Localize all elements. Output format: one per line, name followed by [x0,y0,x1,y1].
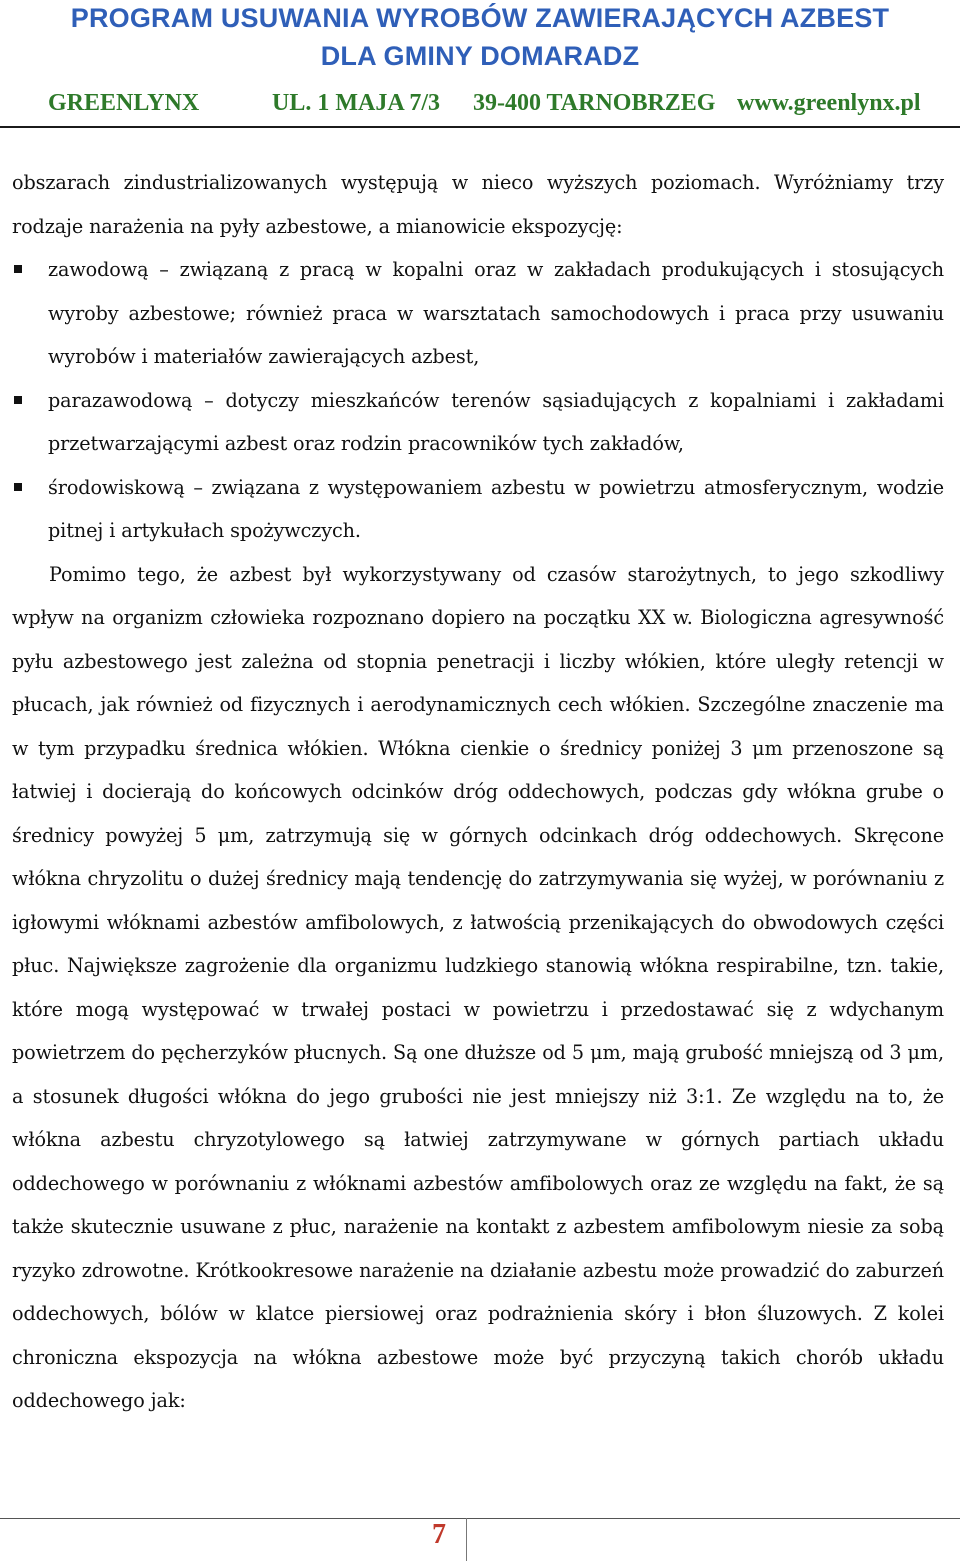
header-website: www.greenlynx.pl [737,90,921,116]
list-item [12,248,944,379]
header-title-line2: DLA GMINY DOMARADZ [320,41,640,71]
main-paragraph: Pomimo tego, że azbest był wykorzystywany od czasów starożytnych, to jego szkodliwy wpływ na organizm człowieka rozpoznano dopiero na początku XX w. Biologiczna agresywność pyłu azbestowego jest zależna od stopnia penetracji i liczby włókien, które uległy retencji w płucach, jak również od fizycznych i aerodynamicznych cech włókien. Szczególne znaczenie ma w tym przypadku średnica włókien. Włókna cienkie o średnicy poniżej 3 μm przenoszone są łatwiej i docierają do końcowych odcinków dróg oddechowych, podczas gdy włókna grube o średnicy powyżej 5 μm, zatrzymują się w górnych odcinkach dróg oddechowych. Skręcone włókna chryzolitu o dużej średnicy mają tendencję do zatrzymywania się wyżej, w porównaniu z igłowymi włóknami azbestów amfibolowych, z łatwością przenikających do obwodowych części płuc. Największe zagrożenie dla organizmu ludzkiego stanowią włókna respirabilne, tzn. takie, które mogą występować w trwałej postaci w powietrzu i przedostawać się z wdychanym powietrzem do pęcherzyków płucnych. Są one dłuższe od 5 μm, mają grubość mniejszą od 3 μm, a stosunek długości włókna do jego grubości nie jest mniejszy niż 3:1. Ze względu na to, że włókna azbestu chryzotylowego są łatwiej zatrzymywane w górnych partiach układu oddechowego w porównaniu z włóknami azbestów amfibolowych oraz ze względu na fakt, że są także skutecznie usuwane z płuc, narażenie na kontakt z azbestem amfibolowym niesie za sobą ryzyko zdrowotne. Krótkookresowe narażenie na działanie azbestu może prowadzić do zaburzeń oddechowych, bólów w klatce piersiowej oraz podrażnienia skóry i błon śluzowych. Z kolei chroniczna ekspozycja na włókna azbestowe może być przyczyną takich chorób układu oddechowego jak: [12,562,944,1412]
list-item-text: środowiskową – związana z występowaniem azbestu w powietrzu atmosferycznym, wodzie pitnej i artykułach spożywczych. [48,475,944,542]
header-city: 39-400 TARNOBRZEG [473,90,716,116]
footer-divider [0,1518,960,1519]
header-title-line1: PROGRAM USUWANIA WYROBÓW ZAWIERAJĄCYCH AZBEST [70,3,890,33]
list-item [12,379,944,466]
page-number: 7 [432,1519,446,1550]
header-company: GREENLYNX [48,90,200,116]
intro-paragraph: obszarach zindustrializowanych występują w nieco wyższych poziomach. Wyróżniamy trzy rodzaje narażenia na pyły azbestowe, a mianowicie ekspozycję: [12,171,944,238]
list-item [12,466,944,553]
list-item-text: parazawodową – dotyczy mieszkańców terenów sąsiadujących z kopalniami i zakładami przetwarzającymi azbest oraz rodzin pracowników tych zakładów, [48,388,944,455]
page-header [0,0,960,128]
square-bullet-icon [14,396,22,404]
square-bullet-icon [14,265,22,273]
exposure-list [12,248,944,553]
header-divider [0,126,960,128]
header-street: UL. 1 MAJA 7/3 [272,90,440,116]
list-item-text: zawodową – związaną z pracą w kopalni oraz w zakładach produkujących i stosujących wyroby azbestowe; również praca w warsztatach samochodowych i praca przy usuwaniu wyrobów i materiałów zawierających azbest, [48,258,944,368]
document-body [12,161,944,1423]
square-bullet-icon [14,483,22,491]
